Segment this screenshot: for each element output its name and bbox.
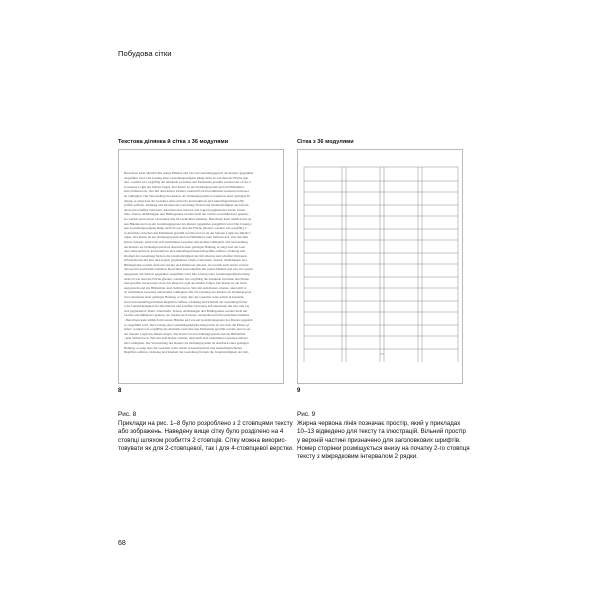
filler-text-line: . Berechnen kann nämlich mit seinen Händen und wie ein Gestaltungsgesetz des Rasters gegenüb	[124, 318, 253, 322]
filler-text-line: iedert, sondern wie sorgfältig die Abstände zwischen den Elementen gewählt werden und ob sie	[124, 327, 251, 332]
filler-text-line: er inneren Logik des Inhalts folgen. Der Raster ist ein Ordnungssystem und ein Hilfsmittel,	[124, 184, 245, 189]
filler-text-line: isch gegliederten Titeln, Untertiteln, Texten, Abbildungen und Bildlegenden werden nicht nur	[124, 308, 248, 313]
caption-line: стовпці шляхом розбиття 2 стовпців. Сітку можна викорис-	[118, 436, 287, 444]
module-grid-diagram	[298, 150, 464, 385]
figure-8-page-number: 8	[118, 388, 122, 394]
filler-text-line: dert, sondern wie sorgfältig die Abstände zwischen den Elementen gewählt werden und ob sie d	[124, 180, 251, 185]
caption-line: тексту з міжрядковим інтервалом 2 рядки.	[297, 453, 418, 461]
caption-line: або зображень. Наведену вище сітку було розділено на 4	[118, 428, 284, 436]
filler-text-line: , kein Selbstzweck. Wer mit dem Raster arbeitet, unterwirft sich bestimmten Gesetzen univers	[124, 336, 248, 341]
figure-8-page-frame	[118, 149, 284, 384]
filler-text-line: den und im Gedächtnis behalten. Berechnen kann nämlich mit seinen Händen und wie ein Gestalt	[124, 267, 253, 272]
filler-text-line: Berechnen kann nämlich mit seinen Händen und wie ein Gestaltungsgesetz des Rasters gegenüber	[124, 171, 254, 175]
filler-text-line: ler Gültigkeit. Die Verwendung des Rasters als Ordnungssystem ist Ausdruck einer geistigen H	[124, 193, 250, 198]
filler-text-line: ation und schaffen Vertrauen. Informationen mit klar und logisch gegliederten Titeln, Untert	[124, 207, 246, 212]
filler-text-line: Begriffen auffasst. Ordnung und Klarheit der Gestaltung fördern die Glaubwürdigkeit der Info	[124, 350, 249, 355]
caption-line: Жирна червона лінія позначає простір, який у прикладах	[297, 420, 461, 427]
figure-9-caption-label: Рис. 9	[297, 411, 316, 418]
section-title: Побудова сітки	[118, 49, 172, 58]
filler-text-line: nen Händen und wie ein Gestaltungsgesetz des Rasters gegenüber ausgeführt wird. Die Lösung e	[124, 221, 252, 226]
caption-line: 10–13 відведено для тексту та ілюстрацій. Вільний простір	[297, 428, 466, 436]
filler-text-line: Raster arbeitet, unterwirft sich bestimmten Gesetzen universeller Gültigkeit. Die Verwendung	[124, 239, 248, 244]
filler-text-line: sie werden auch besser verstanden und im Gedächtnis behalten. Berechnen kann nämlich mit sei	[124, 216, 252, 221]
filler-text-line: der inneren Logik des Inhalts folgen. Der Raster ist ein Ordnungssystem und ein Hilfsmittel	[124, 331, 246, 336]
caption-line: у верхній частині призначено для заголовкових шрифтів.	[297, 436, 461, 444]
filler-text-line: nten gewählt werden und ob sie der inneren Logik des Inhalts folgen. Der Raster ist ein Ordn	[124, 281, 247, 286]
filler-text-line: Klarheit der Gestaltung fördern die Glaubwürdigkeit der Information und schaffen Vertrauen.	[124, 253, 248, 258]
filler-text-line: kein Selbstzweck. Wer mit dem Raster arbeitet, unterwirft sich bestimmten Gesetzen universel	[124, 189, 249, 194]
filler-text-line: er ausgeführt wird. Die Lösung einer Gestaltungsaufgabe hängt nicht ab wie man die Fläche gl	[124, 322, 249, 327]
filler-text-line: Haltung, er zeigt dass der Gestalter seine Arbeit in konstruktiven und zukunftsgerichteten	[124, 345, 242, 350]
caption-line: товувати як для 2-стовпцевої, так і для 4-стовпцевої верстки.	[118, 444, 294, 452]
filler-text-line: iteln, Texten, Abbildungen und Bildlegenden werden nicht nur rascher und müheloser gelesen,	[124, 212, 249, 217]
filler-text-line: ungssystem und ein Hilfsmittel, kein Selbstzweck. Wer mit dem Raster arbeitet, unterwirft si	[124, 285, 247, 290]
filler-text-line: griffen auffasst. Ordnung und Klarheit der Gestaltung fördern die Glaubwürdigkeit der Inform	[124, 203, 249, 208]
filler-text-line: iner Gestaltungsaufgabe hängt nicht ab wie man die Fläche gliedert, sondern wie sorgfältig d	[124, 226, 247, 231]
filler-text-line: m ist Ausdruck einer geistigen Haltung, er zeigt dass der Gestalter seine Arbeit in konstruk	[124, 295, 244, 300]
filler-text-line: ausgeführt wird. Die Lösung einer Gestaltungsaufgabe hängt nicht ab wie man die Fläche glie	[124, 175, 248, 180]
filler-text-line: des Rasters als Ordnungssystem ist Ausdruck einer geistigen Haltung, er zeigt dass der Gest	[124, 244, 246, 249]
filler-text-line: altung, er zeigt dass der Gestalter seine Arbeit in konstruktiven und zukunftsgerichteten Be	[124, 198, 245, 203]
figure-9-page-frame	[297, 149, 463, 384]
figure-8-caption-label: Рис. 8	[118, 411, 137, 418]
filler-text-line: tiven und zukunftsgerichteten Begriffen auffasst. Ordnung und Klarheit der Gestaltung förder	[124, 299, 248, 304]
filler-text-line: olgen. Der Raster ist ein Ordnungssystem und ein Hilfsmittel, kein Selbstzweck. Wer mit dem	[124, 235, 249, 240]
filler-text-line: ungsgesetz des Rasters gegenüber ausgeführt wird. Die Lösung einer Gestaltungsaufgabe hängt	[124, 272, 250, 277]
filler-text-line: n die Glaubwürdigkeit der Information und schaffen Vertrauen. Informationen mit klar und log	[124, 304, 250, 309]
figure-8-caption	[118, 420, 294, 453]
figure-9-caption	[297, 420, 469, 461]
filler-text-line: ch bestimmten Gesetzen universeller Gültigkeit. Die Verwendung des Rasters als Ordnungssyste	[124, 290, 252, 295]
filler-text-line: ie Abstände zwischen den Elementen gewählt werden und ob sie der inneren Logik des Inhalts f	[124, 230, 251, 235]
filler-text-line: eller Gültigkeit. Die Verwendung des Rasters als Ordnungssystem ist Ausdruck einer geistigen	[124, 340, 249, 345]
filler-text-line: rascher und müheloser gelesen, sie werden auch besser verstanden und im Gedächtnis behalten	[124, 313, 250, 318]
filler-text-line: Bildlegenden werden nicht nur rascher und müheloser gelesen, sie werden auch besser verstan	[124, 262, 249, 267]
figure-8-title: Текстова ділянка й сітка з 36 модулями	[118, 139, 229, 145]
figure-8-text-block	[124, 171, 280, 356]
filler-text-line: nicht ab wie man die Fläche gliedert, sondern wie sorgfältig die Abstände zwischen den Eleme	[124, 276, 249, 281]
caption-line: Номер сторінки розміщується внизу на початку 2-го стовпця	[297, 444, 470, 452]
caption-line: Приклади на рис. 1–8 було розроблено з 2 стовпцями тексту	[118, 420, 293, 427]
filler-text-line: Informationen mit klar und logisch gegliederten Titeln, Untertiteln, Texten, Abbildungen und	[124, 258, 247, 263]
figure-9-title: Сітка з 36 модулями	[297, 139, 354, 145]
folio-page-number: 68	[118, 540, 126, 547]
filler-text-line: alter seine Arbeit in konstruktiven und zukunftsgerichteten Begriffen auffasst. Ordnung und	[124, 249, 246, 254]
figure-9-page-number: 9	[297, 388, 301, 394]
